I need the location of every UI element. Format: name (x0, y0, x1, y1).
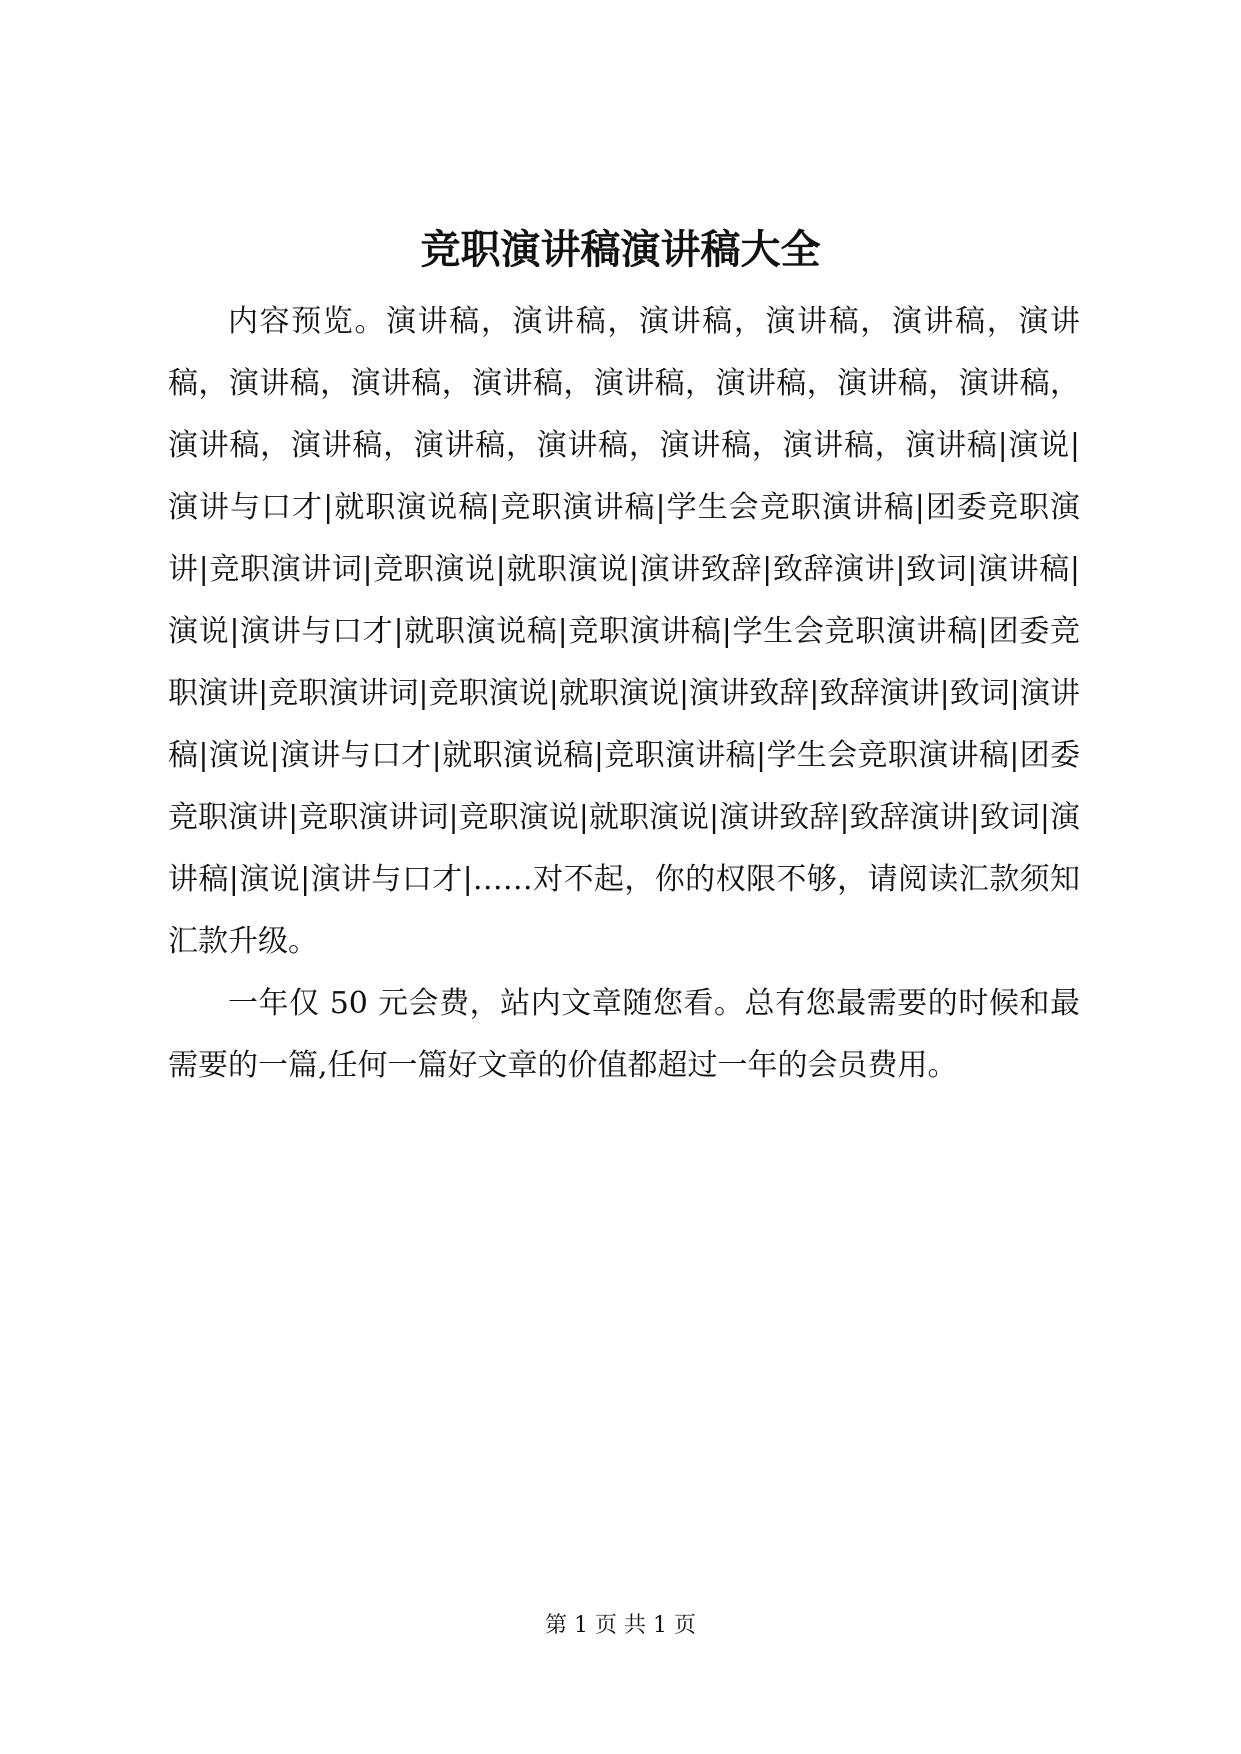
document-body (168, 291, 1080, 1097)
body-paragraph: 一年仅 50 元会费，站内文章随您看。总有您最需要的时候和最需要的一篇,任何一篇好文章的价值都超过一年的会员费用。 (168, 986, 1080, 1083)
body-paragraph: 内容预览。演讲稿，演讲稿，演讲稿，演讲稿，演讲稿，演讲稿，演讲稿，演讲稿，演讲稿，演讲稿，演讲稿，演讲稿，演讲稿，演讲稿，演讲稿，演讲稿，演讲稿，演讲稿，演讲稿，演讲稿|演说|演讲与口才|就职演说稿|竞职演讲稿|学生会竞职演讲稿|团委竞职演讲|竞职演讲词|竞职演说|就职演说|演讲致辞|致辞演讲|致词|演讲稿|演说|演讲与口才|就职演说稿|竞职演讲稿|学生会竞职演讲稿|团委竞职演讲|竞职演讲词|竞职演说|就职演说|演讲致辞|致辞演讲|致词|演讲稿|演说|演讲与口才|就职演说稿|竞职演讲稿|学生会竞职演讲稿|团委竞职演讲|竞职演讲词|竞职演说|就职演说|演讲致辞|致辞演讲|致词|演讲稿|演说|演讲与口才|……对不起，你的权限不够，请阅读汇款须知汇款升级。 (168, 304, 1080, 959)
document-title: 竞职演讲稿演讲稿大全 (420, 226, 821, 273)
page-number-footer: 第 1 页 共 1 页 (545, 1613, 696, 1638)
